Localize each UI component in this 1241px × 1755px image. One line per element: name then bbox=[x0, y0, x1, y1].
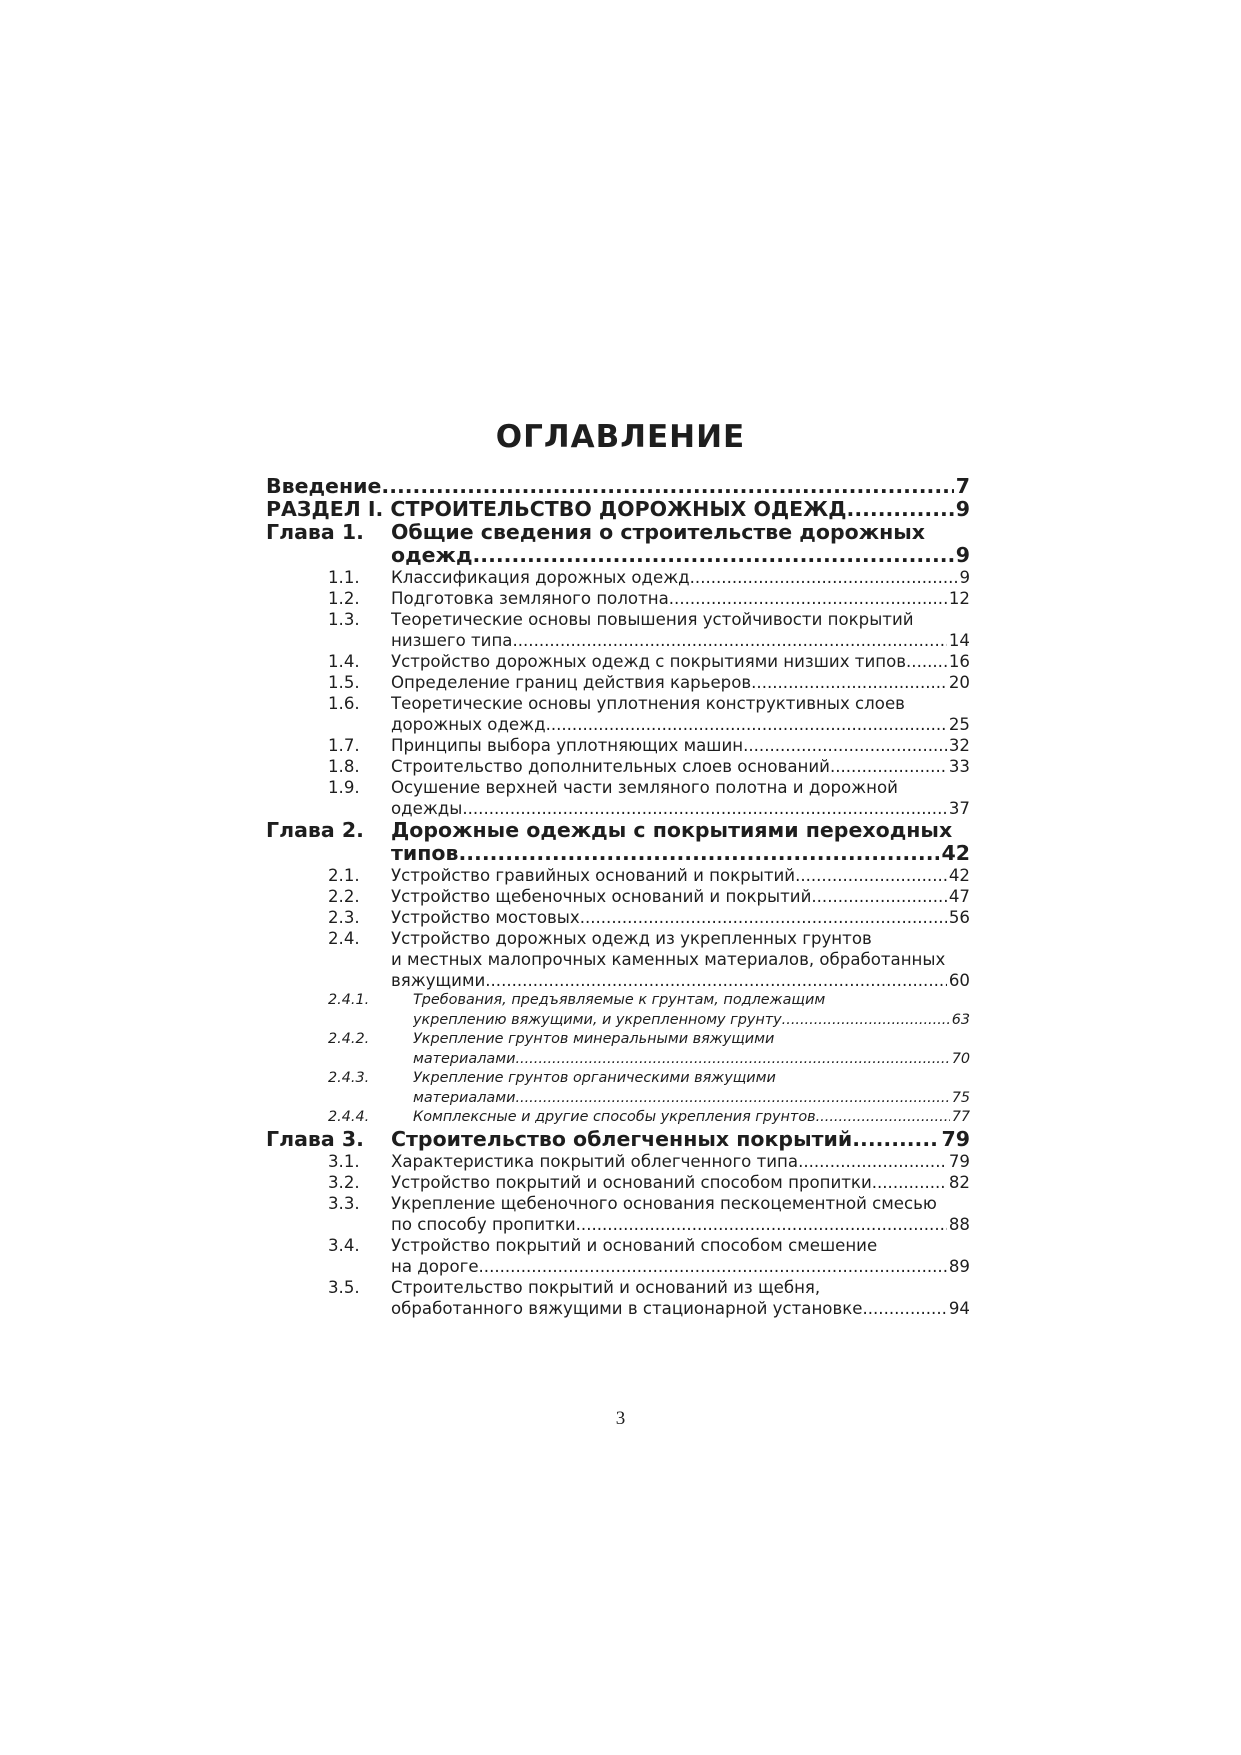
toc-entry-title: Теоретические основы повышения устойчивости покрытий bbox=[391, 610, 914, 629]
dot-leader bbox=[743, 735, 947, 756]
dot-leader bbox=[690, 567, 958, 588]
toc-entry-title: Комплексные и другие способы укрепления грунтов bbox=[413, 1109, 816, 1125]
toc-section-entry[interactable] bbox=[266, 588, 970, 609]
toc-entry-number: 1.7. bbox=[328, 736, 360, 755]
toc-entry-number: 3.3. bbox=[328, 1193, 360, 1213]
toc-entry-title: Устройство дорожных одежд с покрытиями низших типов bbox=[391, 652, 907, 671]
toc-entry-title: Осушение верхней части земляного полотна и дорожной bbox=[391, 778, 898, 797]
dot-leader bbox=[847, 498, 954, 521]
toc-entry-number: 2.4.4. bbox=[328, 1109, 370, 1125]
toc-entry-title: дорожных одежд bbox=[391, 715, 546, 734]
toc-entry-title: Введение bbox=[266, 475, 382, 498]
toc-entry-title: Устройство дорожных одежд из укрепленных грунтов bbox=[391, 929, 872, 948]
toc-page-number: 42 bbox=[941, 842, 970, 865]
toc-entry-title: Устройство щебеночных оснований и покрытий bbox=[391, 887, 812, 906]
toc-entry-title: Строительство дополнительных слоев оснований bbox=[391, 757, 830, 776]
toc-page-number: 37 bbox=[948, 799, 970, 818]
toc-entry-number: Глава 3. bbox=[266, 1126, 364, 1151]
toc-entry-number: 3.5. bbox=[328, 1277, 360, 1297]
toc-subsection-entry[interactable] bbox=[266, 1030, 970, 1069]
toc-entry-title: низшего типа bbox=[391, 631, 513, 650]
toc-entry-title: Укрепление грунтов минеральными вяжущими bbox=[413, 1031, 775, 1047]
toc-page-number: 47 bbox=[948, 887, 970, 906]
dot-leader bbox=[782, 1011, 950, 1031]
toc-page-number: 14 bbox=[948, 631, 970, 650]
dot-leader bbox=[798, 1151, 947, 1172]
toc-page-number: 77 bbox=[951, 1109, 970, 1125]
toc-entry-number: Глава 2. bbox=[266, 818, 364, 842]
toc-entry-title: Строительство облегченных покрытий bbox=[391, 1127, 853, 1151]
dot-leader bbox=[515, 1050, 949, 1070]
dot-leader bbox=[751, 672, 947, 693]
toc-page-number: 9 bbox=[959, 568, 970, 587]
toc-entry-title: обработанного вяжущими в стационарной установке bbox=[391, 1298, 863, 1318]
toc-page-number: 42 bbox=[948, 866, 970, 885]
dot-leader bbox=[816, 1108, 950, 1128]
toc-section-entry[interactable] bbox=[266, 1235, 970, 1277]
toc-entry-title: одежд bbox=[391, 544, 473, 567]
toc-entry-number: 1.6. bbox=[328, 694, 360, 713]
toc-subsection-entry[interactable] bbox=[266, 1108, 970, 1128]
dot-leader bbox=[462, 798, 947, 819]
toc-section-entry[interactable] bbox=[266, 672, 970, 693]
toc-section-entry[interactable] bbox=[266, 651, 970, 672]
toc-chapter-entry[interactable] bbox=[266, 498, 970, 521]
toc-entry-number: 2.4.3. bbox=[328, 1070, 370, 1086]
toc-page-number: 32 bbox=[948, 736, 970, 755]
dot-leader bbox=[830, 756, 947, 777]
toc-page-number: 82 bbox=[948, 1172, 970, 1192]
toc-section-entry[interactable] bbox=[266, 886, 970, 907]
toc-entry-title: Определение границ действия карьеров bbox=[391, 673, 752, 692]
toc-page-number: 60 bbox=[948, 971, 970, 990]
toc-section-entry[interactable] bbox=[266, 1172, 970, 1193]
toc-page-number: 70 bbox=[951, 1050, 970, 1067]
dot-leader bbox=[479, 1256, 947, 1277]
dot-leader bbox=[576, 1214, 947, 1235]
toc-entry-title: материалами bbox=[413, 1050, 516, 1067]
dot-leader bbox=[906, 651, 947, 672]
toc-entry-title: Укрепление грунтов органическими вяжущими bbox=[413, 1070, 776, 1086]
toc-entry-title: Устройство гравийных оснований и покрытий bbox=[391, 866, 796, 885]
dot-leader bbox=[795, 865, 947, 886]
toc-section-entry[interactable] bbox=[266, 735, 970, 756]
toc-entry-number: 1.9. bbox=[328, 778, 360, 797]
toc-entry-title: Характеристика покрытий облегченного типа bbox=[391, 1151, 799, 1171]
toc-entry-number: 1.3. bbox=[328, 610, 360, 629]
toc-page-number: 94 bbox=[948, 1298, 970, 1318]
toc-entry-number: 2.4.1. bbox=[328, 992, 370, 1008]
toc-subsection-entry[interactable] bbox=[266, 1069, 970, 1108]
toc-section-entry[interactable] bbox=[266, 567, 970, 588]
toc-entry-number: 1.4. bbox=[328, 652, 360, 671]
toc-entry-title: Устройство покрытий и оснований способом смешение bbox=[391, 1235, 878, 1255]
toc-section-entry[interactable] bbox=[266, 693, 970, 735]
toc-entry-title: Общие сведения о строительстве дорожных bbox=[391, 521, 926, 544]
toc-entry-title: Укрепление щебеночного основания пескоцементной смесью bbox=[391, 1193, 937, 1213]
toc-entry-title: одежды bbox=[391, 799, 463, 818]
dot-leader bbox=[473, 544, 954, 567]
dot-leader bbox=[669, 588, 947, 609]
toc-entry-title: и местных малопрочных каменных материалов, обработанных bbox=[391, 950, 946, 969]
dot-leader bbox=[458, 842, 939, 865]
toc-chapter-entry[interactable] bbox=[266, 475, 970, 498]
toc-page-number: 16 bbox=[948, 652, 970, 671]
toc-page-number: 9 bbox=[955, 544, 970, 567]
toc-section-entry[interactable] bbox=[266, 865, 970, 886]
toc-section-entry[interactable] bbox=[266, 1151, 970, 1172]
dot-leader bbox=[512, 630, 946, 651]
toc-entry-number: 2.3. bbox=[328, 908, 360, 927]
toc-section-entry[interactable] bbox=[266, 777, 970, 819]
toc-entry-title: Подготовка земляного полотна bbox=[391, 589, 669, 608]
dot-leader bbox=[485, 970, 947, 991]
toc-entry-title: укреплению вяжущими, и укрепленному грунту bbox=[413, 1011, 782, 1028]
toc-entry-number: 1.5. bbox=[328, 673, 360, 692]
toc-chapter-entry[interactable] bbox=[266, 1128, 970, 1151]
page-title: ОГЛАВЛЕНИЕ bbox=[495, 418, 746, 455]
toc-page-number: 20 bbox=[948, 673, 970, 692]
toc-section-entry[interactable] bbox=[266, 1193, 970, 1235]
toc-entry-title: Устройство мостовых bbox=[391, 908, 580, 927]
toc-page-number: 89 bbox=[948, 1256, 970, 1276]
toc-entry-title: материалами bbox=[413, 1089, 516, 1106]
dot-leader bbox=[872, 1172, 947, 1193]
toc-entry-number: 2.1. bbox=[328, 866, 360, 885]
toc-entry-title: Классификация дорожных одежд bbox=[391, 568, 690, 587]
dot-leader bbox=[580, 907, 947, 928]
toc-page-number: 79 bbox=[941, 1127, 970, 1151]
toc-section-entry[interactable] bbox=[266, 756, 970, 777]
dot-leader bbox=[381, 475, 953, 498]
toc-entry-number: 1.2. bbox=[328, 589, 360, 608]
toc-chapter-entry[interactable] bbox=[266, 819, 970, 865]
toc-entry-title: вяжущими bbox=[391, 971, 486, 990]
toc-entry-title: Строительство покрытий и оснований из щебня, bbox=[391, 1277, 821, 1297]
dot-leader bbox=[546, 714, 947, 735]
toc-entry-number: 2.4.2. bbox=[328, 1031, 370, 1047]
toc-entry-number: 1.1. bbox=[328, 568, 360, 587]
toc-subsection-entry[interactable] bbox=[266, 991, 970, 1030]
toc-chapter-entry[interactable] bbox=[266, 521, 970, 567]
toc-page-number: 63 bbox=[951, 1011, 970, 1028]
toc-entry-title: Требования, предъявляемые к грунтам, подлежащим bbox=[413, 992, 826, 1008]
toc-page-number: 33 bbox=[948, 757, 970, 776]
toc-entry-title: Принципы выбора уплотняющих машин bbox=[391, 736, 744, 755]
toc-entry-title: Дорожные одежды с покрытиями переходных bbox=[391, 819, 953, 842]
toc-page-number: 79 bbox=[948, 1151, 970, 1171]
toc-entry-number: 3.1. bbox=[328, 1151, 360, 1171]
toc-page-number: 9 bbox=[955, 498, 970, 521]
toc-page-number: 56 bbox=[948, 908, 970, 927]
toc-entry-title: по способу пропитки bbox=[391, 1214, 576, 1234]
toc-entry-title: РАЗДЕЛ I. СТРОИТЕЛЬСТВО ДОРОЖНЫХ ОДЕЖД bbox=[266, 498, 847, 521]
toc-entry-title: Теоретические основы уплотнения конструктивных слоев bbox=[391, 694, 905, 713]
toc-entry-number: 1.8. bbox=[328, 757, 360, 776]
toc-section-entry[interactable] bbox=[266, 907, 970, 928]
dot-leader bbox=[852, 1128, 939, 1151]
toc-page-number: 7 bbox=[955, 475, 970, 498]
toc-section-entry[interactable] bbox=[266, 609, 970, 651]
toc-page-number: 75 bbox=[951, 1089, 970, 1106]
toc-page-number: 12 bbox=[948, 589, 970, 608]
toc-entry-number: 3.2. bbox=[328, 1172, 360, 1192]
toc-entry-title: Устройство покрытий и оснований способом пропитки bbox=[391, 1172, 872, 1192]
dot-leader bbox=[515, 1089, 949, 1109]
toc-page-number: 25 bbox=[948, 715, 970, 734]
dot-leader bbox=[862, 1298, 946, 1319]
toc-entry-number: Глава 1. bbox=[266, 520, 364, 544]
toc-entry-title: на дороге bbox=[391, 1256, 479, 1276]
toc-entry-number: 3.4. bbox=[328, 1235, 360, 1255]
toc-entry-number: 2.2. bbox=[328, 887, 360, 906]
page-number: 3 bbox=[615, 1408, 626, 1429]
toc-entry-number: 2.4. bbox=[328, 929, 360, 948]
toc-entry-title: типов bbox=[391, 842, 459, 865]
toc-section-entry[interactable] bbox=[266, 928, 970, 991]
dot-leader bbox=[811, 886, 947, 907]
toc-page-number: 88 bbox=[948, 1214, 970, 1234]
toc-section-entry[interactable] bbox=[266, 1277, 970, 1319]
